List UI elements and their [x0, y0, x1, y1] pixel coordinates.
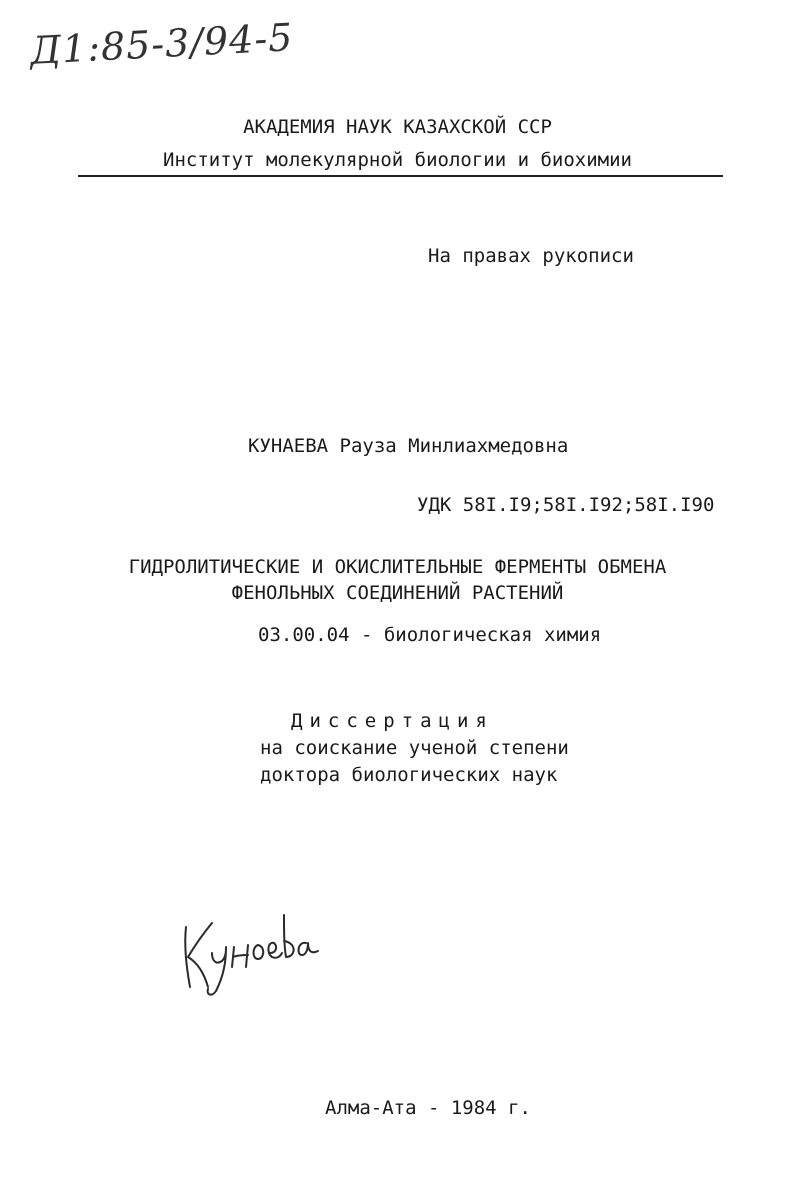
- dissertation-degree: на соискание ученой степени: [260, 737, 569, 759]
- dissertation-field: доктора биологических наук: [260, 764, 558, 786]
- academy-name: АКАДЕМИЯ НАУК КАЗАХСКОЙ ССР: [243, 116, 552, 138]
- title-line-2: ФЕНОЛЬНЫХ СОЕДИНЕНИЙ РАСТЕНИЙ: [231, 582, 564, 604]
- place-and-year: Алма-Ата - 1984 г.: [325, 1097, 531, 1119]
- archive-handwritten-note: Д1:85-3/94-5: [29, 15, 295, 73]
- header-rule: [78, 175, 723, 177]
- author-name: КУНАЕВА Рауза Минлиахмедовна: [248, 435, 569, 457]
- dissertation-word: Диссертация: [291, 710, 494, 732]
- title-line-1: ГИДРОЛИТИЧЕСКИЕ И ОКИСЛИТЕЛЬНЫЕ ФЕРМЕНТЫ ОБМЕНА: [128, 556, 667, 578]
- manuscript-rights: На правах рукописи: [428, 245, 634, 267]
- udc-code: УДК 58I.I9;58I.I92;58I.I90: [417, 494, 715, 516]
- specialty: 03.00.04 - биологическая химия: [258, 624, 602, 646]
- institute-name: Институт молекулярной биологии и биохимии: [163, 149, 632, 171]
- author-signature: [172, 895, 322, 1005]
